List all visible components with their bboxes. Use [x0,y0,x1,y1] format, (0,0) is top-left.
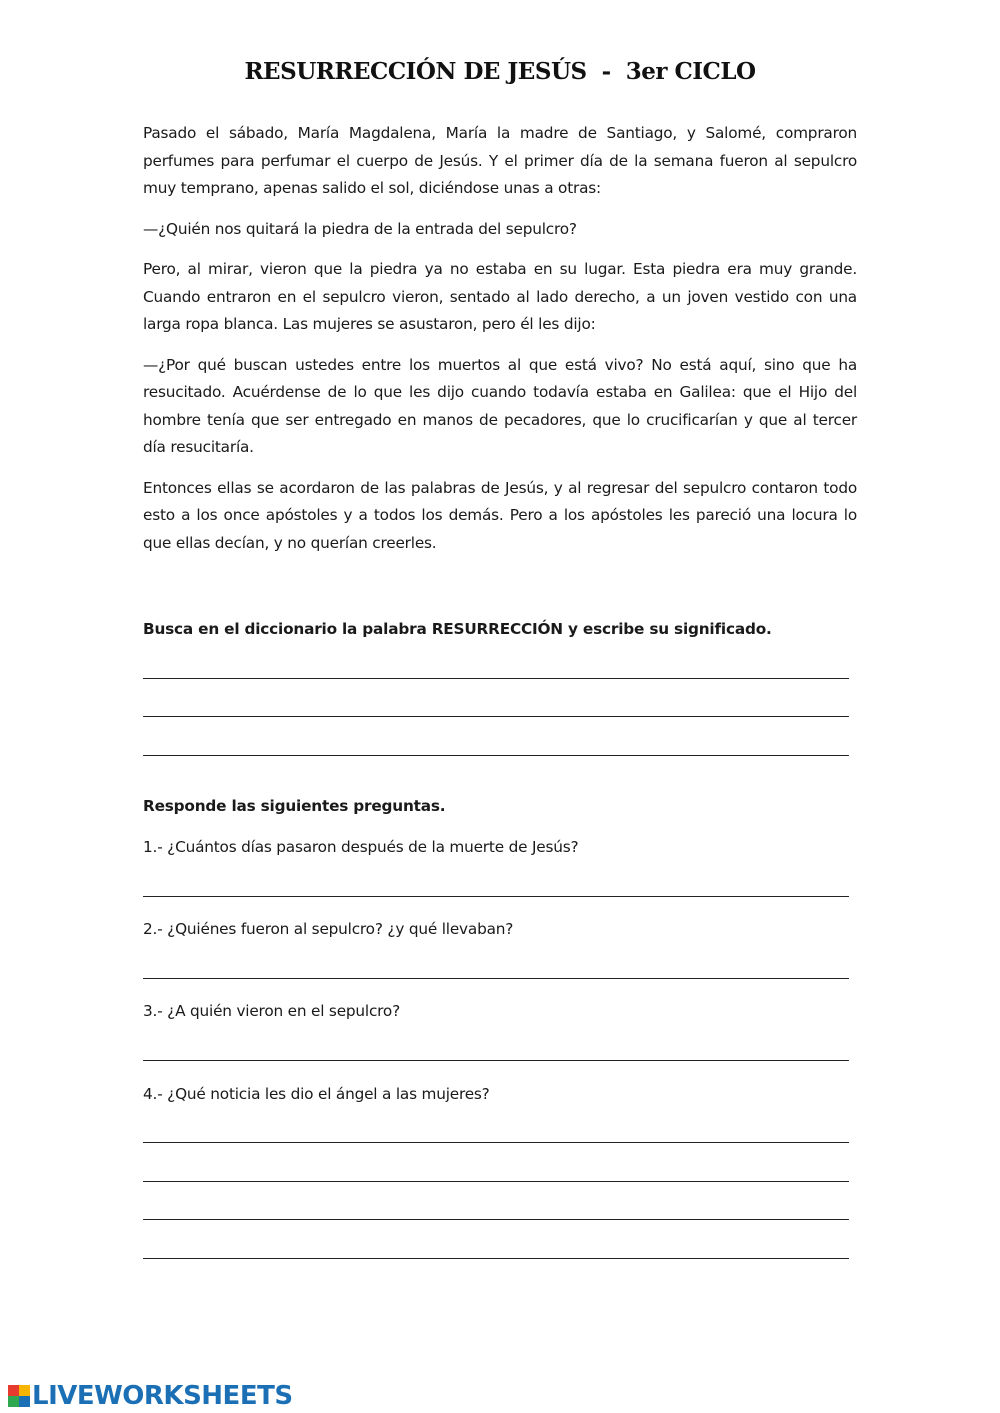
answer-line[interactable] [143,896,849,897]
answer-line[interactable] [143,1219,849,1220]
answer-line[interactable] [143,755,849,756]
logo-cell [19,1385,30,1396]
answer-line[interactable] [143,978,849,979]
story-paragraph-5: Entonces ellas se acordaron de las palabras de Jesús, y al regresar del sepulcro contaron todo esto a los once apóstoles y a todos los demás. Pero a los apóstoles les pareció una locura lo que ellas decían, y no querían creerles. [143,478,857,552]
question-2: 2.- ¿Quiénes fueron al sepulcro? ¿y qué llevaban? [143,920,514,938]
story-paragraph-3: Pero, al mirar, vieron que la piedra ya no estaba en su lugar. Esta piedra era muy grande. Cuando entraron en el sepulcro vieron, sentado al lado derecho, a un joven vestido con una larga ropa blanca. Las mujeres se asustaron, pero él les dijo: [143,260,857,333]
story-text [143,120,857,570]
logo-cell [8,1385,19,1396]
dictionary-instruction: Busca en el diccionario la palabra RESURRECCIÓN y escribe su significado. [143,620,772,638]
brand-name: LIVEWORKSHEETS [32,1381,293,1411]
answer-line[interactable] [143,1142,849,1143]
answer-line[interactable] [143,716,849,717]
answer-line[interactable] [143,1258,849,1259]
logo-cell [19,1396,30,1407]
answer-line[interactable] [143,678,849,679]
story-paragraph-1: Pasado el sábado, María Magdalena, María la madre de Santiago, y Salomé, compraron perfumes para perfumar el cuerpo de Jesús. Y el primer día de la semana fueron al sepulcro muy temprano, apenas salido el sol, diciéndose unas a otras: [143,124,857,197]
question-3: 3.- ¿A quién vieron en el sepulcro? [143,1002,400,1020]
story-paragraph-4: —¿Por qué buscan ustedes entre los muertos al que está vivo? No está aquí, sino que ha resucitado. Acuérdense de lo que les dijo cuando todavía estaba en Galilea: que el Hijo del hombre tenía que ser entregado en manos de pecadores, que lo crucificarían y que al tercer día resucitaría. [143,355,857,456]
logo-cell [8,1396,19,1407]
footer-brand [8,1380,293,1412]
question-4: 4.- ¿Qué noticia les dio el ángel a las mujeres? [143,1085,490,1103]
questions-instruction: Responde las siguientes preguntas. [143,797,446,815]
answer-line[interactable] [143,1181,849,1182]
story-paragraph-2: —¿Quién nos quitará la piedra de la entrada del sepulcro? [143,219,577,238]
question-1: 1.- ¿Cuántos días pasaron después de la muerte de Jesús? [143,838,579,856]
liveworksheets-logo-icon [8,1385,30,1407]
answer-line[interactable] [143,1060,849,1061]
worksheet-title: RESURRECCIÓN DE JESÚS - 3er CICLO [244,58,756,85]
